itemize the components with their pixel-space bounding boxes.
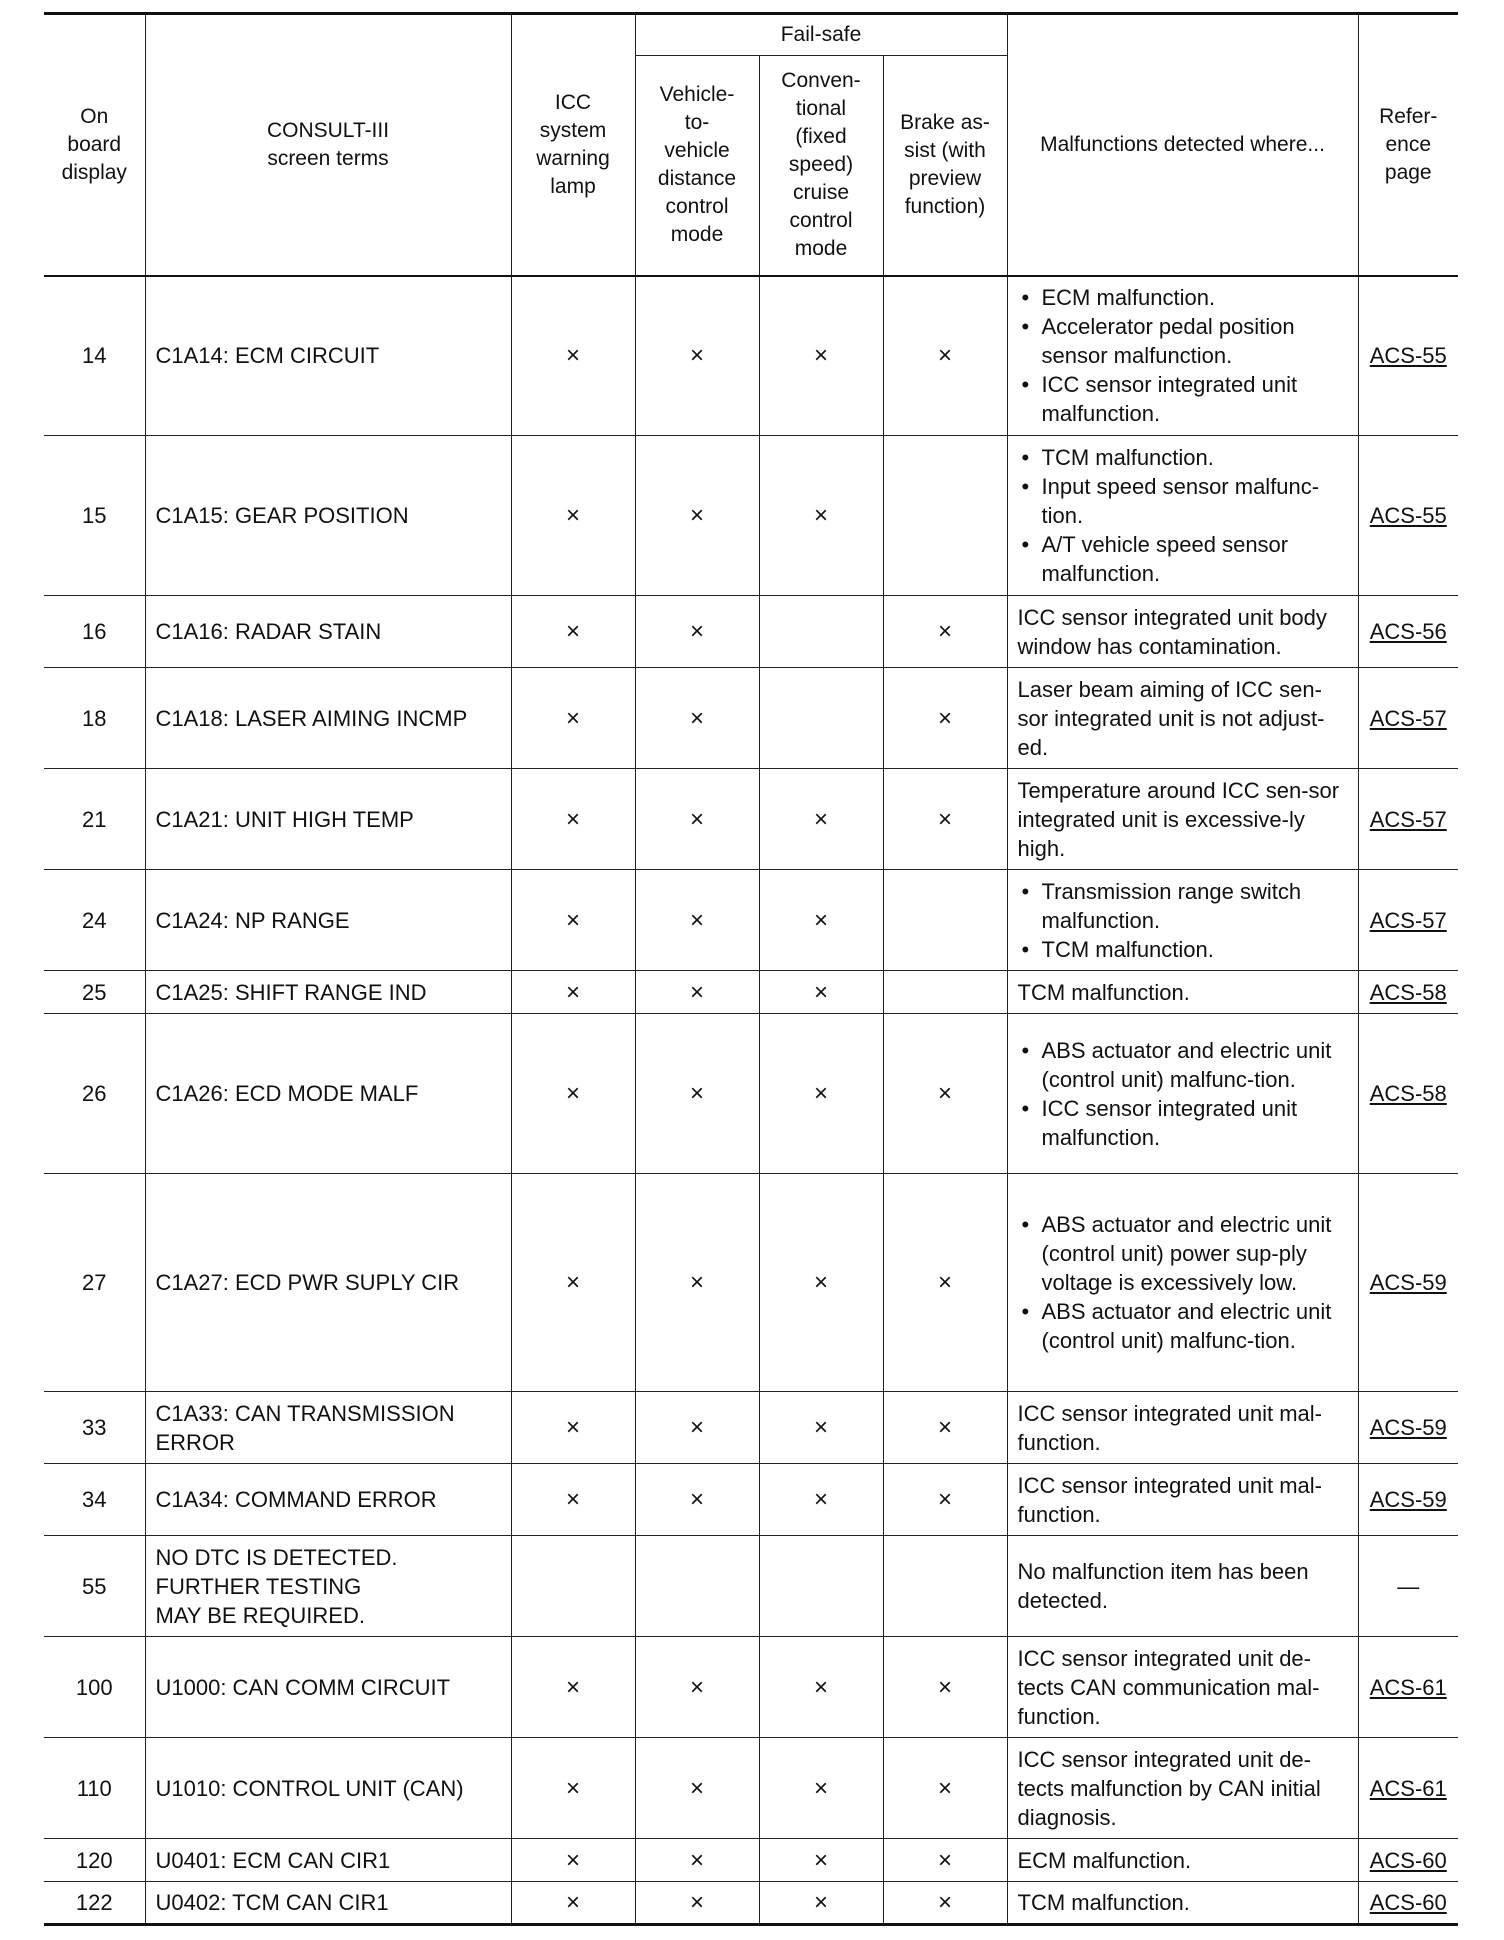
malfunction-description-cell: ICC sensor integrated unit de-tects malfunction by CAN initial diagnosis. bbox=[1007, 1738, 1358, 1839]
header-fail-safe: Fail-safe bbox=[635, 14, 1007, 56]
malfunction-description-cell: Temperature around ICC sen-sor integrated unit is excessive-ly high. bbox=[1007, 769, 1358, 870]
reference-page-cell bbox=[1358, 668, 1458, 769]
consult-term-cell: U0402: TCM CAN CIR1 bbox=[145, 1882, 511, 1925]
on-board-display-cell: 14 bbox=[44, 276, 145, 436]
brake-mark-cell bbox=[883, 1536, 1007, 1637]
reference-page-cell bbox=[1358, 1637, 1458, 1738]
consult-term-cell: C1A27: ECD PWR SUPLY CIR bbox=[145, 1174, 511, 1392]
conventional-mark-cell: × bbox=[759, 971, 883, 1014]
malfunction-item: • A/T vehicle speed sensor malfunction. bbox=[1018, 530, 1348, 588]
reference-page-cell bbox=[1358, 769, 1458, 870]
conventional-mark-cell bbox=[759, 1536, 883, 1637]
vehicle-mark-cell: × bbox=[635, 668, 759, 769]
malfunction-item: • TCM malfunction. bbox=[1018, 443, 1348, 472]
vehicle-mark-cell bbox=[635, 1536, 759, 1637]
on-board-display-cell: 100 bbox=[44, 1637, 145, 1738]
on-board-display-cell: 110 bbox=[44, 1738, 145, 1839]
dtc-table-body bbox=[44, 276, 1458, 1925]
brake-mark-cell: × bbox=[883, 1174, 1007, 1392]
malfunction-item: • ABS actuator and electric unit (control unit) malfunc-tion. bbox=[1018, 1036, 1348, 1094]
lamp-mark-cell: × bbox=[511, 1392, 635, 1464]
lamp-mark-cell: × bbox=[511, 436, 635, 596]
brake-mark-cell: × bbox=[883, 1839, 1007, 1882]
lamp-mark-cell: × bbox=[511, 1882, 635, 1925]
lamp-mark-cell bbox=[511, 1536, 635, 1637]
brake-mark-cell bbox=[883, 436, 1007, 596]
reference-page-link[interactable]: ACS-57 bbox=[1369, 705, 1447, 731]
malfunction-description-cell: ICC sensor integrated unit mal-function. bbox=[1007, 1464, 1358, 1536]
conventional-mark-cell: × bbox=[759, 1014, 883, 1174]
lamp-mark-cell: × bbox=[511, 1839, 635, 1882]
consult-term-cell: C1A18: LASER AIMING INCMP bbox=[145, 668, 511, 769]
conventional-mark-cell: × bbox=[759, 870, 883, 971]
header-conventional-cruise-mode: Conven- tional (fixed speed) cruise control mode bbox=[759, 56, 883, 276]
reference-page-link[interactable]: ACS-55 bbox=[1369, 343, 1447, 369]
consult-term-cell: C1A26: ECD MODE MALF bbox=[145, 1014, 511, 1174]
vehicle-mark-cell: × bbox=[635, 1839, 759, 1882]
brake-mark-cell: × bbox=[883, 596, 1007, 668]
malfunction-description-cell: TCM malfunction. bbox=[1007, 1882, 1358, 1925]
malfunction-description-cell: ICC sensor integrated unit body window has contamination. bbox=[1007, 596, 1358, 668]
malfunction-item: • ICC sensor integrated unit malfunction. bbox=[1018, 370, 1348, 428]
on-board-display-cell: 25 bbox=[44, 971, 145, 1014]
consult-term-cell: C1A21: UNIT HIGH TEMP bbox=[145, 769, 511, 870]
malfunction-description-cell: ICC sensor integrated unit mal-function. bbox=[1007, 1392, 1358, 1464]
malfunction-list bbox=[1018, 1036, 1348, 1152]
table-row bbox=[44, 1464, 1458, 1536]
on-board-display-cell: 122 bbox=[44, 1882, 145, 1925]
conventional-mark-cell bbox=[759, 668, 883, 769]
consult-term-cell: C1A25: SHIFT RANGE IND bbox=[145, 971, 511, 1014]
reference-page-link[interactable]: ACS-59 bbox=[1369, 1270, 1447, 1295]
reference-page-link[interactable]: ACS-61 bbox=[1369, 1775, 1447, 1801]
header-on-board-display: On board display bbox=[44, 14, 145, 276]
malfunction-list bbox=[1018, 283, 1348, 428]
lamp-mark-cell: × bbox=[511, 596, 635, 668]
lamp-mark-cell: × bbox=[511, 1637, 635, 1738]
header-icc-warning-lamp: ICC system warning lamp bbox=[511, 14, 635, 276]
consult-term-cell: C1A33: CAN TRANSMISSION ERROR bbox=[145, 1392, 511, 1464]
malfunction-list bbox=[1018, 443, 1348, 588]
brake-mark-cell: × bbox=[883, 1637, 1007, 1738]
lamp-mark-cell: × bbox=[511, 971, 635, 1014]
reference-page-cell bbox=[1358, 1882, 1458, 1925]
malfunction-item: • ABS actuator and electric unit (control unit) power sup-ply voltage is excessively low. bbox=[1018, 1210, 1348, 1297]
header-reference-page: Refer- ence page bbox=[1358, 14, 1458, 276]
on-board-display-cell: 24 bbox=[44, 870, 145, 971]
vehicle-mark-cell: × bbox=[635, 436, 759, 596]
reference-page-cell bbox=[1358, 1174, 1458, 1392]
table-row bbox=[44, 596, 1458, 668]
table-row bbox=[44, 1174, 1458, 1392]
malfunction-list bbox=[1018, 877, 1348, 964]
consult-term-line: NO DTC IS DETECTED. bbox=[155, 1544, 398, 1570]
malfunction-item: • Input speed sensor malfunc-tion. bbox=[1018, 472, 1348, 530]
conventional-mark-cell: × bbox=[759, 1882, 883, 1925]
malfunction-description-cell: ICC sensor integrated unit de-tects CAN communication mal-function. bbox=[1007, 1637, 1358, 1738]
on-board-display-cell: 21 bbox=[44, 769, 145, 870]
reference-page-link[interactable]: ACS-58 bbox=[1369, 979, 1447, 1005]
consult-term-line: MAY BE REQUIRED. bbox=[155, 1602, 365, 1628]
header-malfunctions: Malfunctions detected where... bbox=[1007, 14, 1358, 276]
conventional-mark-cell: × bbox=[759, 276, 883, 436]
reference-page-link[interactable]: ACS-59 bbox=[1369, 1415, 1447, 1440]
vehicle-mark-cell: × bbox=[635, 1014, 759, 1174]
malfunction-item: • ECM malfunction. bbox=[1018, 283, 1348, 312]
brake-mark-cell: × bbox=[883, 1014, 1007, 1174]
consult-term-cell: C1A24: NP RANGE bbox=[145, 870, 511, 971]
reference-page-cell bbox=[1358, 1738, 1458, 1839]
on-board-display-cell: 18 bbox=[44, 668, 145, 769]
conventional-mark-cell: × bbox=[759, 1738, 883, 1839]
reference-page-link[interactable]: ACS-59 bbox=[1369, 1487, 1447, 1512]
malfunction-item: • ICC sensor integrated unit malfunction. bbox=[1018, 1094, 1348, 1152]
conventional-mark-cell: × bbox=[759, 769, 883, 870]
reference-page-cell: — bbox=[1358, 1536, 1458, 1637]
conventional-mark-cell: × bbox=[759, 1839, 883, 1882]
reference-page-cell bbox=[1358, 1014, 1458, 1174]
brake-mark-cell bbox=[883, 971, 1007, 1014]
vehicle-mark-cell: × bbox=[635, 276, 759, 436]
on-board-display-cell: 120 bbox=[44, 1839, 145, 1882]
conventional-mark-cell: × bbox=[759, 1464, 883, 1536]
reference-page-link[interactable]: ACS-57 bbox=[1369, 806, 1447, 832]
table-row bbox=[44, 668, 1458, 769]
vehicle-mark-cell: × bbox=[635, 1464, 759, 1536]
lamp-mark-cell: × bbox=[511, 668, 635, 769]
consult-term-cell: U0401: ECM CAN CIR1 bbox=[145, 1839, 511, 1882]
lamp-mark-cell: × bbox=[511, 1738, 635, 1839]
consult-term-cell: U1000: CAN COMM CIRCUIT bbox=[145, 1637, 511, 1738]
vehicle-mark-cell: × bbox=[635, 870, 759, 971]
vehicle-mark-cell: × bbox=[635, 769, 759, 870]
table-row bbox=[44, 1536, 1458, 1637]
header-consult-terms: CONSULT-III screen terms bbox=[145, 14, 511, 276]
reference-page-link[interactable]: ACS-60 bbox=[1369, 1847, 1447, 1873]
table-row bbox=[44, 1637, 1458, 1738]
malfunction-description-cell: No malfunction item has been detected. bbox=[1007, 1536, 1358, 1637]
vehicle-mark-cell: × bbox=[635, 1174, 759, 1392]
conventional-mark-cell: × bbox=[759, 1392, 883, 1464]
reference-page-cell bbox=[1358, 276, 1458, 436]
vehicle-mark-cell: × bbox=[635, 596, 759, 668]
vehicle-mark-cell: × bbox=[635, 971, 759, 1014]
malfunction-description-cell: ECM malfunction. bbox=[1007, 1839, 1358, 1882]
header-brake-assist: Brake as- sist (with preview function) bbox=[883, 56, 1007, 276]
brake-mark-cell: × bbox=[883, 668, 1007, 769]
malfunction-item: • ABS actuator and electric unit (control unit) malfunc-tion. bbox=[1018, 1297, 1348, 1355]
table-row bbox=[44, 276, 1458, 436]
malfunction-item: • Transmission range switch malfunction. bbox=[1018, 877, 1348, 935]
reference-page-link[interactable]: ACS-58 bbox=[1369, 1081, 1447, 1106]
conventional-mark-cell: × bbox=[759, 1174, 883, 1392]
reference-page-link[interactable]: ACS-60 bbox=[1369, 1890, 1447, 1915]
on-board-display-cell: 55 bbox=[44, 1536, 145, 1637]
on-board-display-cell: 34 bbox=[44, 1464, 145, 1536]
table-row bbox=[44, 769, 1458, 870]
header-vehicle-distance-mode: Vehicle- to- vehicle distance control mode bbox=[635, 56, 759, 276]
conventional-mark-cell: × bbox=[759, 1637, 883, 1738]
reference-page-cell bbox=[1358, 436, 1458, 596]
reference-page-link[interactable]: ACS-55 bbox=[1369, 503, 1447, 528]
reference-page-cell bbox=[1358, 596, 1458, 668]
reference-page-cell bbox=[1358, 1839, 1458, 1882]
table-row bbox=[44, 436, 1458, 596]
consult-term-cell: C1A15: GEAR POSITION bbox=[145, 436, 511, 596]
consult-term-cell bbox=[145, 1536, 511, 1637]
malfunction-item: • Accelerator pedal position sensor malfunction. bbox=[1018, 312, 1348, 370]
brake-mark-cell bbox=[883, 870, 1007, 971]
reference-page-cell bbox=[1358, 971, 1458, 1014]
malfunction-description-cell bbox=[1007, 1174, 1358, 1392]
brake-mark-cell: × bbox=[883, 769, 1007, 870]
lamp-mark-cell: × bbox=[511, 769, 635, 870]
malfunction-description-cell: Laser beam aiming of ICC sen-sor integrated unit is not adjust-ed. bbox=[1007, 668, 1358, 769]
table-row bbox=[44, 1738, 1458, 1839]
table-row bbox=[44, 1014, 1458, 1174]
reference-page-link[interactable]: ACS-61 bbox=[1369, 1674, 1447, 1700]
reference-page-cell bbox=[1358, 1464, 1458, 1536]
consult-term-cell: C1A34: COMMAND ERROR bbox=[145, 1464, 511, 1536]
malfunction-description-cell bbox=[1007, 436, 1358, 596]
brake-mark-cell: × bbox=[883, 1464, 1007, 1536]
malfunction-description-cell bbox=[1007, 1014, 1358, 1174]
malfunction-description-cell: TCM malfunction. bbox=[1007, 971, 1358, 1014]
reference-page-link[interactable]: ACS-56 bbox=[1369, 619, 1447, 644]
lamp-mark-cell: × bbox=[511, 1464, 635, 1536]
table-row bbox=[44, 1839, 1458, 1882]
consult-term-line: FURTHER TESTING bbox=[155, 1573, 362, 1599]
consult-term-cell: U1010: CONTROL UNIT (CAN) bbox=[145, 1738, 511, 1839]
vehicle-mark-cell: × bbox=[635, 1882, 759, 1925]
lamp-mark-cell: × bbox=[511, 870, 635, 971]
on-board-display-cell: 16 bbox=[44, 596, 145, 668]
on-board-display-cell: 33 bbox=[44, 1392, 145, 1464]
lamp-mark-cell: × bbox=[511, 276, 635, 436]
dtc-index-table bbox=[44, 12, 1458, 1926]
reference-page-cell bbox=[1358, 870, 1458, 971]
conventional-mark-cell bbox=[759, 596, 883, 668]
table-row bbox=[44, 971, 1458, 1014]
lamp-mark-cell: × bbox=[511, 1014, 635, 1174]
table-row bbox=[44, 1882, 1458, 1925]
brake-mark-cell: × bbox=[883, 1738, 1007, 1839]
vehicle-mark-cell: × bbox=[635, 1637, 759, 1738]
malfunction-item: • TCM malfunction. bbox=[1018, 935, 1348, 964]
reference-page-link[interactable]: ACS-57 bbox=[1369, 907, 1447, 933]
on-board-display-cell: 27 bbox=[44, 1174, 145, 1392]
on-board-display-cell: 26 bbox=[44, 1014, 145, 1174]
table-row bbox=[44, 1392, 1458, 1464]
brake-mark-cell: × bbox=[883, 276, 1007, 436]
malfunction-list bbox=[1018, 1210, 1348, 1355]
lamp-mark-cell: × bbox=[511, 1174, 635, 1392]
vehicle-mark-cell: × bbox=[635, 1738, 759, 1839]
malfunction-description-cell bbox=[1007, 870, 1358, 971]
brake-mark-cell: × bbox=[883, 1392, 1007, 1464]
brake-mark-cell: × bbox=[883, 1882, 1007, 1925]
on-board-display-cell: 15 bbox=[44, 436, 145, 596]
reference-page-cell bbox=[1358, 1392, 1458, 1464]
table-row bbox=[44, 870, 1458, 971]
conventional-mark-cell: × bbox=[759, 436, 883, 596]
vehicle-mark-cell: × bbox=[635, 1392, 759, 1464]
malfunction-description-cell bbox=[1007, 276, 1358, 436]
consult-term-cell: C1A16: RADAR STAIN bbox=[145, 596, 511, 668]
consult-term-cell: C1A14: ECM CIRCUIT bbox=[145, 276, 511, 436]
